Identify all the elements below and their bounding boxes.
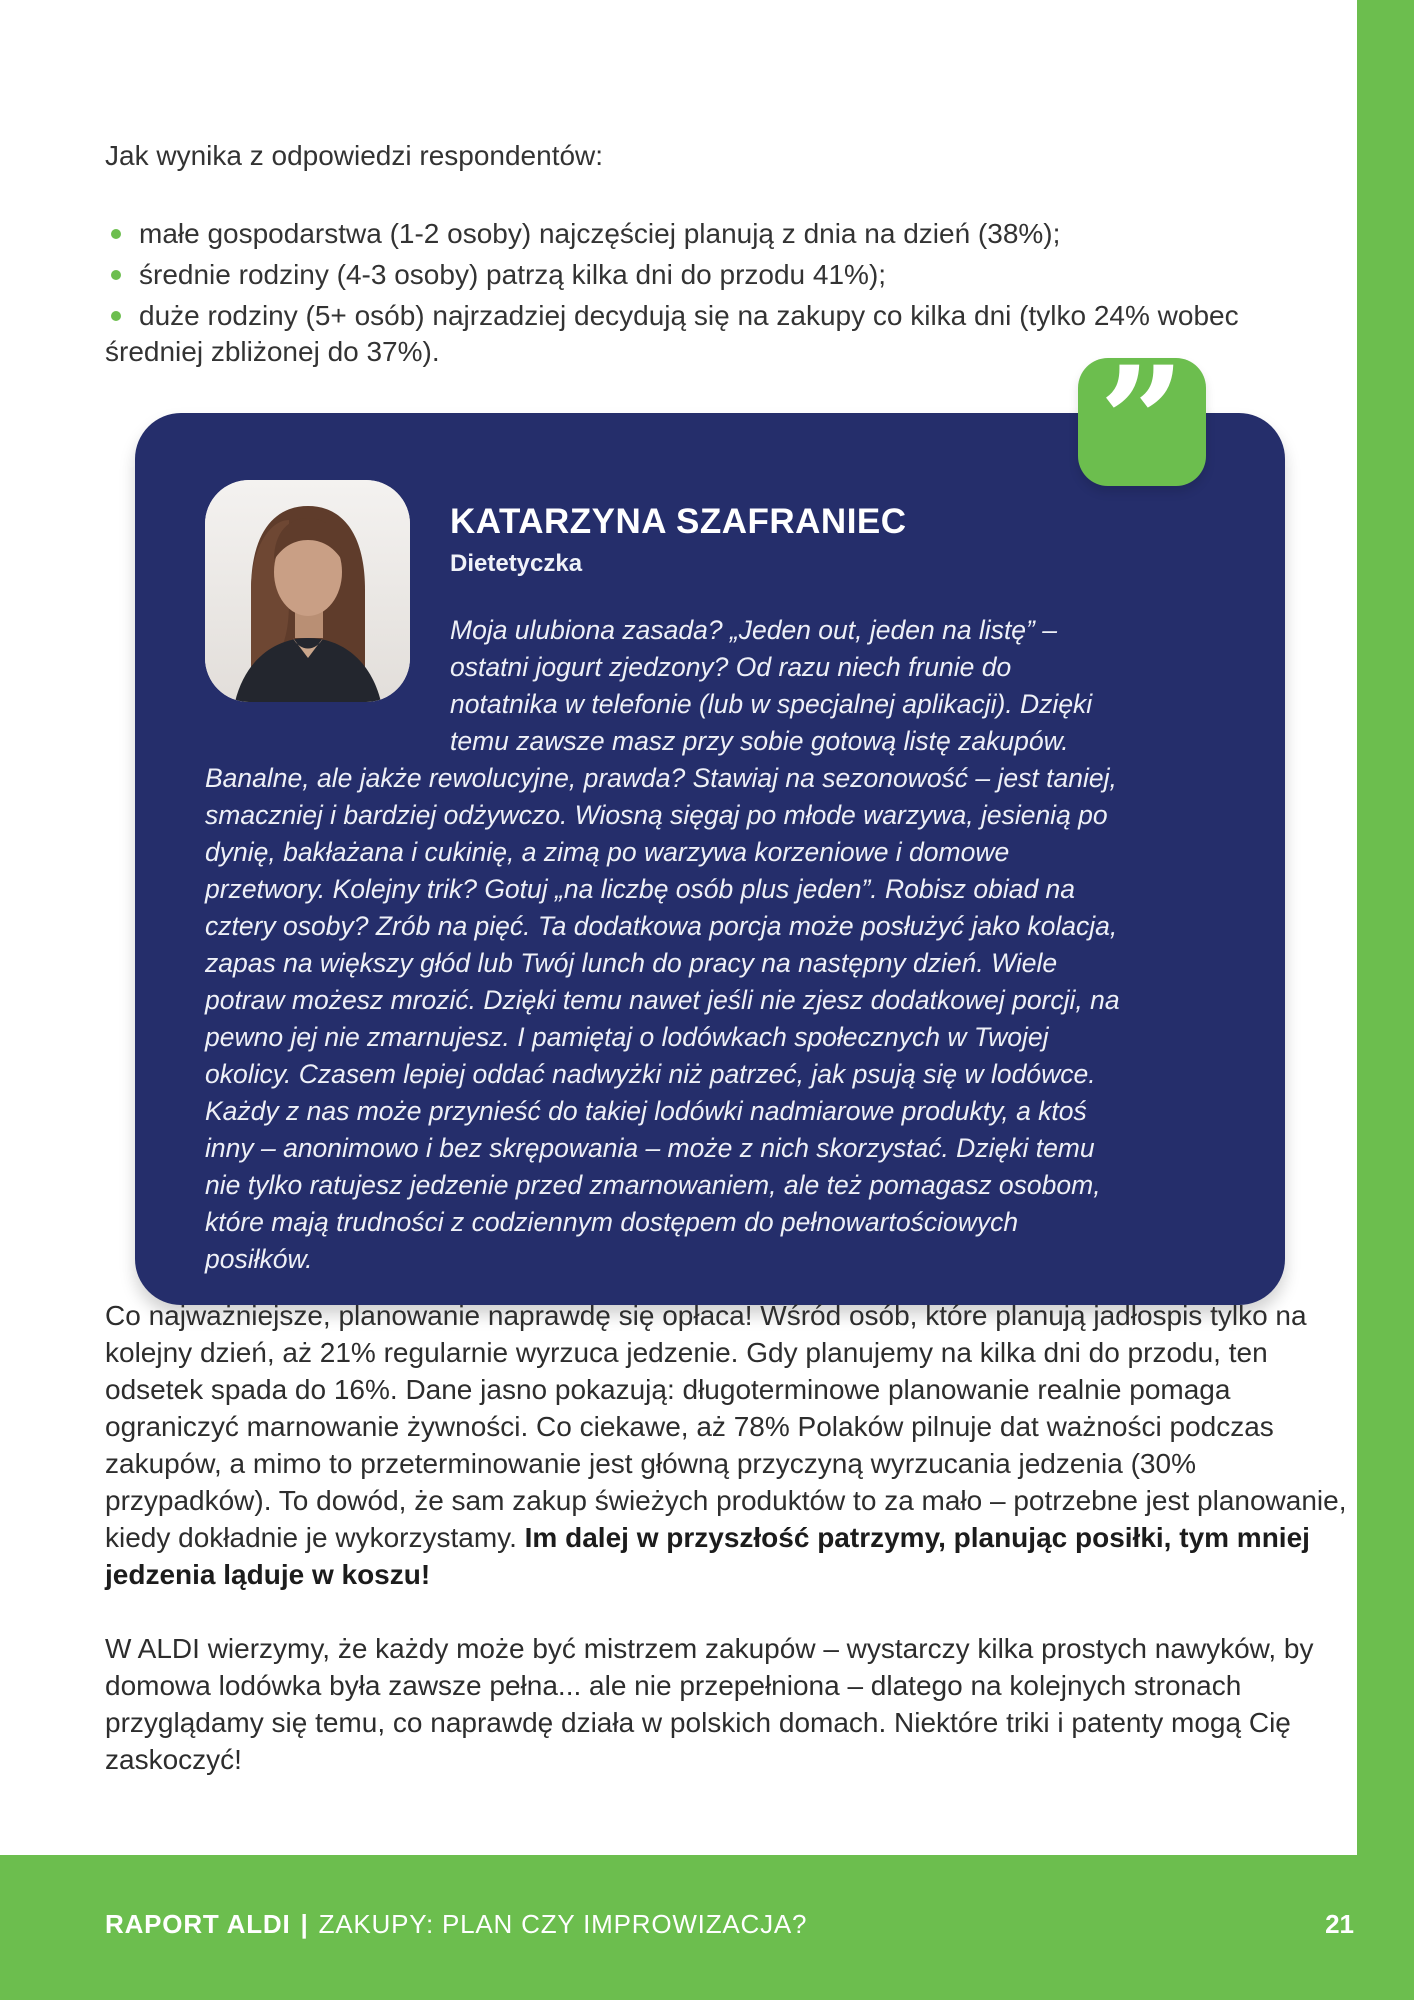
- bullet-icon: [111, 311, 121, 321]
- footer-separator: |: [300, 1909, 309, 1939]
- paragraph-text: Co najważniejsze, planowanie naprawdę się opłaca! Wśród osób, które planują jadłospis tylko na kolejny dzień, aż 21% regularnie wyrzuca jedzenie. Gdy planujemy na kilka dni do przodu, ten odsetek spada do 16%. Dane jasno pokazują: długoterminowe planowanie realnie pomaga ograniczyć marnowanie żywności. Co ciekawe, aż 78% Polaków pilnuje dat ważności podczas zakupów, a mimo to przeterminowanie jest główną przyczyną wyrzucania jedzenia (30% przypadków). To dowód, że sam zakup świeżych produktów to za mało – potrzebne jest planowanie, kiedy dokładnie je wykorzystamy.: [105, 1300, 1347, 1553]
- page-number: 21: [1325, 1909, 1354, 1939]
- expert-portrait-photo: [205, 480, 410, 702]
- bullet-icon: [111, 270, 121, 280]
- quotation-mark-icon: [1078, 334, 1206, 510]
- intro-lead: Jak wynika z odpowiedzi respondentów:: [105, 140, 604, 171]
- expert-role: Dietetyczka: [450, 550, 583, 577]
- footer-brand: RAPORT ALDI: [105, 1909, 291, 1939]
- expert-quote-text: Moja ulubiona zasada? „Jeden out, jeden na listę” – ostatni jogurt zjedzony? Od razu niech frunie do notatnika w telefonie (lub w specjalnej aplikacji). Dzięki temu zawsze masz przy sobie gotową listę zakupów. Banalne, ale jakże rewolucyjne, prawda? Stawiaj na sezonowość – jest taniej, smaczniej i bardziej odżywczo. Wiosną sięgaj po młode warzywa, jesienią po dynię, bakłażana i cukinię, a zimą po warzywa korzeniowe i domowe przetwory. Kolejny trik? Gotuj „na liczbę osób plus jeden”. Robisz obiad na cztery osoby? Zrób na pięć. Ta dodatkowa porcja może posłużyć jako kolacja, zapas na większy głód lub Twój lunch do pracy na następny dzień. Wiele potraw możesz mrozić. Dzięki temu nawet jeśli nie zjesz dodatkowej porcji, na pewno jej nie zmarnujesz. I pamiętaj o lodówkach społecznych w Twojej okolicy. Czasem lepiej oddać nadwyżki niż patrzeć, jak psują się w lodówce. Każdy z nas może przynieść do takiej lodówki nadmiarowe produkty, a ktoś inny – anonimowo i bez skrępowania – może z nich skorzystać. Dzięki temu nie tylko ratujesz jedzenie przed zmarnowaniem, ale też pomagasz osobom, które mają trudności z codziennym dostępem do pełnowartościowych posiłków.: [205, 615, 1120, 1274]
- list-item-text: średnie rodziny (4-3 osoby) patrzą kilka dni do przodu 41%);: [139, 259, 887, 290]
- expert-name: KATARZYNA SZAFRANIEC: [450, 502, 907, 541]
- findings-list: [105, 216, 1255, 370]
- list-item: [105, 216, 1255, 252]
- bullet-icon: [111, 229, 121, 239]
- paragraph-bold-conclusion: Im dalej w przyszłość patrzymy, planując posiłki, tym mniej jedzenia ląduje w koszu!: [105, 1522, 1310, 1590]
- right-accent-bar: [1357, 0, 1414, 2000]
- body-copy: [105, 1297, 1360, 1778]
- intro-section: [105, 138, 1255, 375]
- list-item-text: duże rodziny (5+ osób) najrzadziej decydują się na zakupy co kilka dni (tylko 24% wobec średniej zbliżonej do 37%).: [105, 300, 1239, 367]
- footer-doc-title: ZAKUPY: PLAN CZY IMPROWIZACJA?: [318, 1909, 808, 1939]
- paragraph-planning: [105, 1297, 1360, 1593]
- list-item-text: małe gospodarstwa (1-2 osoby) najczęściej planują z dnia na dzień (38%);: [139, 218, 1061, 249]
- footer-left: [105, 1909, 807, 1940]
- list-item: [105, 257, 1255, 293]
- portrait-illustration: [205, 480, 410, 702]
- expert-quote-card: [135, 413, 1285, 1305]
- footer-band: [0, 1855, 1414, 2000]
- paragraph-aldi: W ALDI wierzymy, że każdy może być mistrzem zakupów – wystarczy kilka prostych nawyków, by domowa lodówka była zawsze pełna... ale nie przepełniona – dlatego na kolejnych stronach przyglądamy się temu, co naprawdę działa w polskich domach. Niektóre triki i patenty mogą Cię zaskoczyć!: [105, 1633, 1314, 1775]
- quote-glyph: ”: [1098, 334, 1186, 510]
- list-item: [105, 298, 1255, 370]
